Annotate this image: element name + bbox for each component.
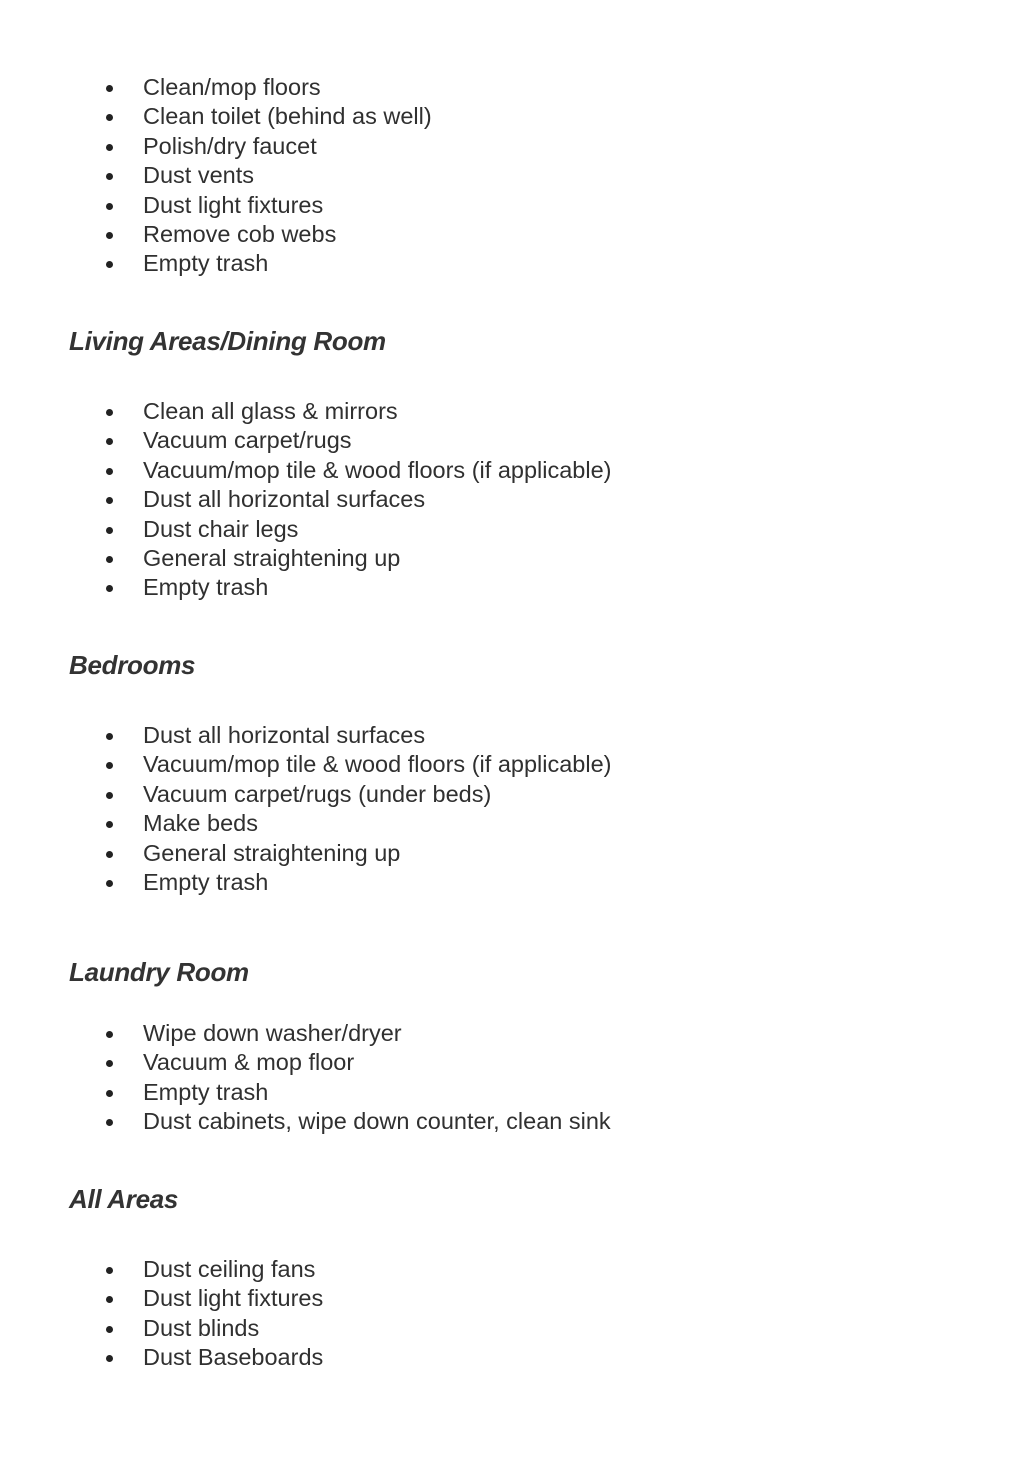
list-item: Empty trash — [0, 249, 1024, 278]
bullet-icon — [106, 792, 113, 799]
bullet-icon — [106, 1326, 113, 1333]
list-item: Dust chair legs — [0, 515, 1024, 544]
list-item: Clean toilet (behind as well) — [0, 102, 1024, 131]
bullet-icon — [106, 1119, 113, 1126]
list-item: Remove cob webs — [0, 220, 1024, 249]
list-item: Vacuum carpet/rugs — [0, 426, 1024, 455]
bullet-icon — [106, 1031, 113, 1038]
list-item: Dust ceiling fans — [0, 1255, 1024, 1284]
bullet-icon — [106, 85, 113, 92]
section-heading-laundry-room: Laundry Room — [69, 957, 249, 987]
section-heading-living-areas: Living Areas/Dining Room — [69, 326, 386, 356]
bullet-icon — [106, 1060, 113, 1067]
bullet-icon — [106, 527, 113, 534]
list-item: Empty trash — [0, 868, 1024, 897]
list-item: General straightening up — [0, 544, 1024, 573]
laundry-room-checklist — [0, 1019, 1024, 1137]
bullet-icon — [106, 438, 113, 445]
list-item: Dust Baseboards — [0, 1343, 1024, 1372]
list-item: Dust all horizontal surfaces — [0, 485, 1024, 514]
bullet-icon — [106, 114, 113, 121]
bullet-icon — [106, 880, 113, 887]
list-item: Empty trash — [0, 573, 1024, 602]
bathroom-checklist — [0, 73, 1024, 279]
bullet-icon — [106, 232, 113, 239]
section-heading-bedrooms: Bedrooms — [69, 650, 196, 680]
bullet-icon — [106, 1267, 113, 1274]
bullet-icon — [106, 585, 113, 592]
bedrooms-checklist — [0, 721, 1024, 897]
bullet-icon — [106, 173, 113, 180]
bullet-icon — [106, 261, 113, 268]
list-item: Vacuum/mop tile & wood floors (if applicable) — [0, 456, 1024, 485]
list-item: Clean/mop floors — [0, 73, 1024, 102]
list-item: Dust light fixtures — [0, 1284, 1024, 1313]
bullet-icon — [106, 468, 113, 475]
bullet-icon — [106, 733, 113, 740]
bullet-icon — [106, 762, 113, 769]
list-item: Empty trash — [0, 1078, 1024, 1107]
list-item: Polish/dry faucet — [0, 132, 1024, 161]
bullet-icon — [106, 821, 113, 828]
list-item: Vacuum & mop floor — [0, 1048, 1024, 1077]
bullet-icon — [106, 1090, 113, 1097]
bullet-icon — [106, 1355, 113, 1362]
list-item: Vacuum carpet/rugs (under beds) — [0, 780, 1024, 809]
bullet-icon — [106, 497, 113, 504]
living-areas-checklist — [0, 397, 1024, 603]
section-heading-all-areas: All Areas — [69, 1184, 179, 1214]
list-item: General straightening up — [0, 839, 1024, 868]
list-item: Dust cabinets, wipe down counter, clean sink — [0, 1107, 1024, 1136]
list-item: Dust blinds — [0, 1314, 1024, 1343]
list-item: Make beds — [0, 809, 1024, 838]
bullet-icon — [106, 556, 113, 563]
list-item: Clean all glass & mirrors — [0, 397, 1024, 426]
all-areas-checklist — [0, 1255, 1024, 1373]
bullet-icon — [106, 203, 113, 210]
bullet-icon — [106, 144, 113, 151]
bullet-icon — [106, 851, 113, 858]
bullet-icon — [106, 1296, 113, 1303]
list-item: Vacuum/mop tile & wood floors (if applicable) — [0, 750, 1024, 779]
list-item: Dust all horizontal surfaces — [0, 721, 1024, 750]
bullet-icon — [106, 409, 113, 416]
list-item: Dust vents — [0, 161, 1024, 190]
list-item: Dust light fixtures — [0, 191, 1024, 220]
list-item: Wipe down washer/dryer — [0, 1019, 1024, 1048]
